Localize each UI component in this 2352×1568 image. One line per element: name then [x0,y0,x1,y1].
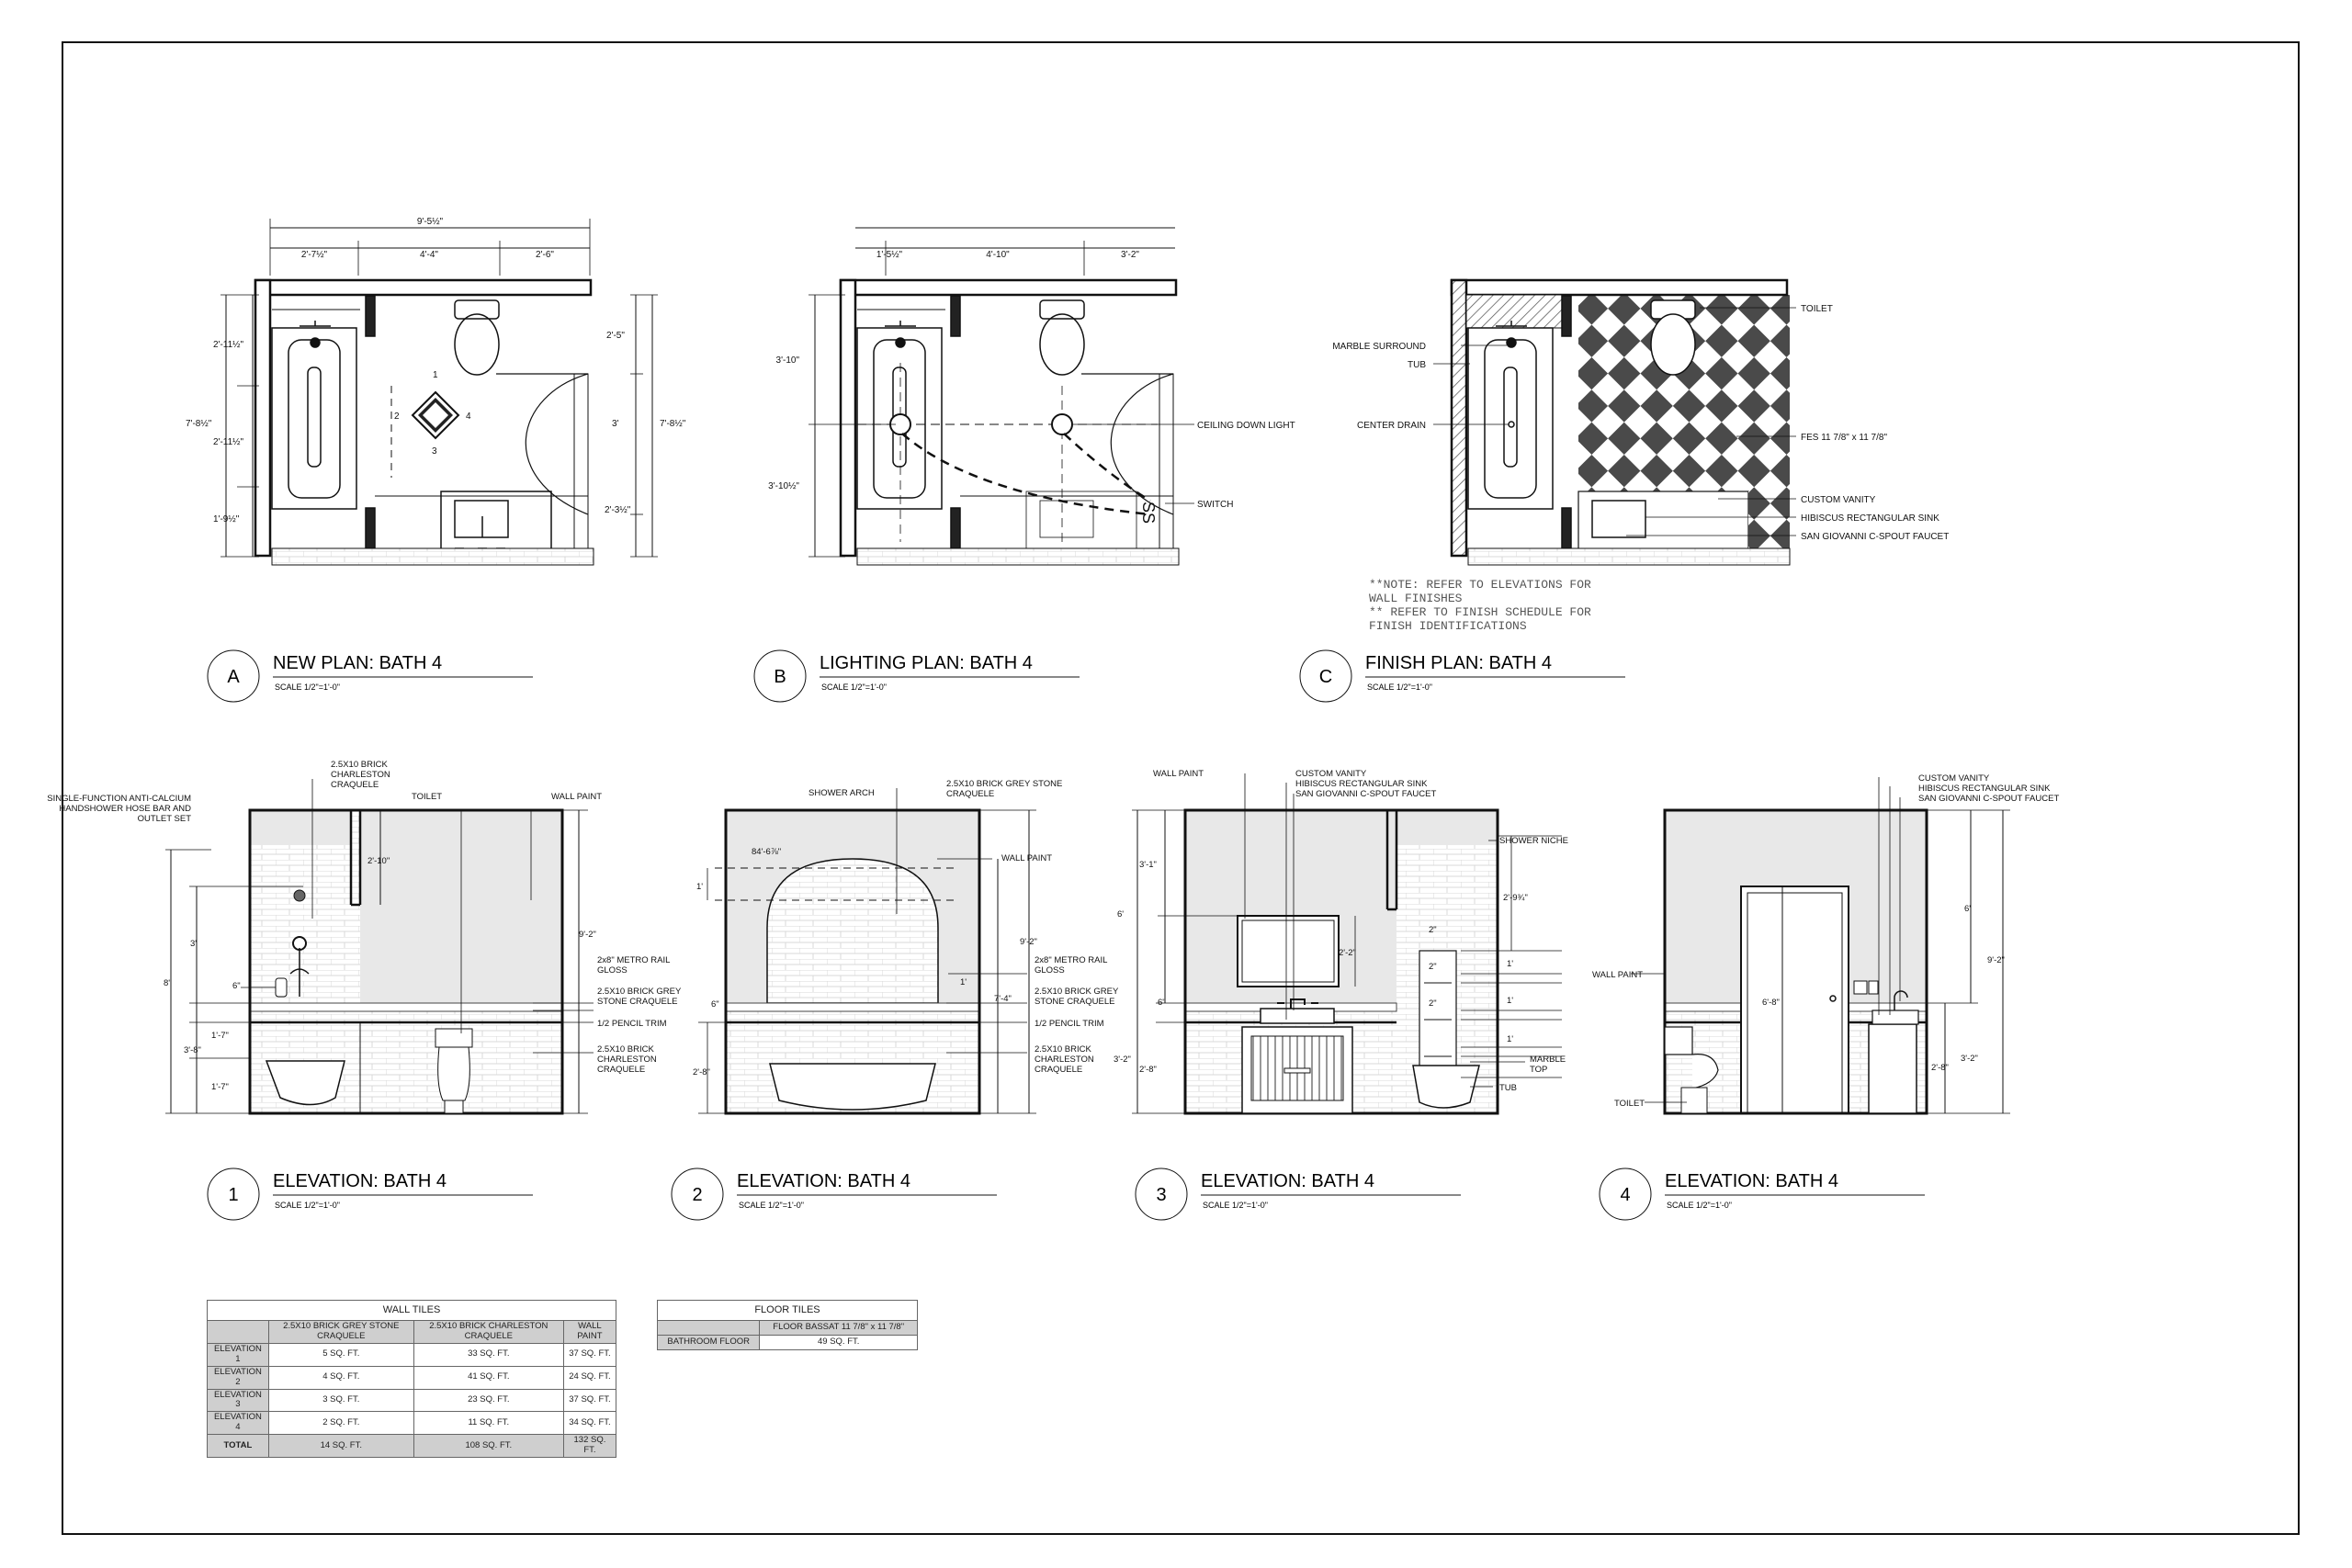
e1-dim-6: 1'-7" [211,1031,229,1041]
cell: 37 SQ. FT. [563,1389,616,1412]
dim-a-h-top: 2'-11½" [213,340,244,350]
e1-bc-3: CRAQUELE [597,1065,646,1075]
plan-b [808,228,1194,565]
e3-dim-2: 6' [1117,909,1125,919]
dim-b-v-bot: 3'-10½" [768,481,799,491]
e3-label-tub: TUB [1499,1083,1517,1093]
wall-tiles-header-paint: WALL PAINT [563,1321,616,1344]
table-row [658,1336,918,1350]
elevation-2 [698,788,1036,1113]
e2-grey-1: 2.5X10 BRICK GREY [1035,987,1119,997]
elevation-number-2: 2 [692,1185,703,1205]
e1-dim-2: 9'-2" [579,930,596,940]
note-line-3: ** REFER TO FINISH SCHEDULE FOR [1369,605,1591,619]
wall-tiles-header-grey: 2.5X10 BRICK GREY STONE CRAQUELE [268,1321,413,1344]
e1-rail-2: GLOSS [597,965,628,976]
e1-dim-5: 6" [232,981,241,991]
marker-1: 1 [433,370,438,380]
cell: 108 SQ. FT. [413,1435,563,1458]
row-label: ELEVATION 4 [208,1412,269,1435]
e3-label-marble-2: TOP [1530,1065,1548,1075]
e3-label-sink: HIBISCUS RECTANGULAR SINK [1295,779,1428,789]
e4-label-sink: HIBISCUS RECTANGULAR SINK [1918,784,2051,794]
e2-bc-2: CHARLESTON [1035,1055,1094,1065]
cell: 24 SQ. FT. [563,1366,616,1389]
e3-dim-5: 3'-2" [1114,1055,1131,1065]
e3-dim-13: 1' [1507,1034,1514,1044]
e2-grey-2: STONE CRAQUELE [1035,997,1115,1007]
cell: 37 SQ. FT. [563,1343,616,1366]
plan-title-text-b: LIGHTING PLAN: BATH 4 [820,653,1033,673]
e2-label-wall-paint: WALL PAINT [1001,853,1053,863]
cell: 3 SQ. FT. [268,1389,413,1412]
e1-bc-2: CHARLESTON [597,1055,657,1065]
e1-dim-3: 3' [190,939,198,949]
label-center-drain: CENTER DRAIN [1356,421,1426,431]
cell: 2 SQ. FT. [268,1412,413,1435]
marker-3: 3 [432,446,437,457]
dim-a-r-mid: 3' [612,419,619,429]
dim-a-left: 2'-7½" [300,250,328,260]
e2-dim-1: 84'-6⅞" [752,847,782,857]
cell: 41 SQ. FT. [413,1366,563,1389]
plan-a [220,219,658,565]
e2-dim-2: 1' [696,882,704,892]
wall-tiles-title: WALL TILES [208,1301,616,1321]
plan-scale-c: SCALE 1/2"=1'-0" [1367,682,1432,692]
cell: 49 SQ. FT. [760,1336,918,1350]
plan-scale-b: SCALE 1/2"=1'-0" [821,682,887,692]
e4-dim-5: 3'-2" [1961,1054,1978,1064]
plan-scale-a: SCALE 1/2"=1'-0" [275,682,340,692]
e1-label-wall-paint: WALL PAINT [551,792,603,802]
e2-pencil: 1/2 PENCIL TRIM [1035,1019,1104,1029]
cell: 132 SQ. FT. [563,1435,616,1458]
e4-dim-2: 6' [1964,904,1972,914]
e1-brick-c-2: CHARLESTON [331,770,390,780]
floor-tiles-header: FLOOR BASSAT 11 7/8" x 11 7/8" [760,1321,918,1336]
e3-dim-10: 2" [1429,962,1437,972]
e2-bc-3: CRAQUELE [1035,1065,1083,1075]
plan-title-text-c: FINISH PLAN: BATH 4 [1365,653,1553,673]
e4-dim-1: 6'-8" [1762,998,1780,1008]
marker-2: 2 [394,412,400,422]
elevation-scale-1: SCALE 1/2"=1'-0" [275,1201,340,1210]
e3-dim-11: 1' [1507,996,1514,1006]
plan-title-a [208,650,533,702]
cell: 34 SQ. FT. [563,1412,616,1435]
e3-dim-1: 3'-1" [1139,860,1157,870]
dim-a-mid: 4'-4" [420,250,438,260]
dim-a-h-mid: 2'-11½" [213,437,244,447]
e1-rail-1: 2x8" METRO RAIL [597,955,671,965]
floor-tiles-title: FLOOR TILES [658,1301,918,1321]
elevation-number-4: 4 [1620,1185,1631,1205]
e3-label-wall-paint: WALL PAINT [1153,769,1204,779]
wall-tiles-header-charleston: 2.5X10 BRICK CHARLESTON CRAQUELE [413,1321,563,1344]
label-floor-tile: FES 11 7/8" x 11 7/8" [1801,433,1888,443]
floor-tiles-corner [658,1321,760,1336]
e3-label-marble-1: MARBLE [1530,1055,1566,1065]
plan-c [1433,280,1796,565]
cell: 23 SQ. FT. [413,1389,563,1412]
elevation-number-1: 1 [228,1185,239,1205]
table-row [208,1343,616,1366]
cell: 14 SQ. FT. [268,1435,413,1458]
cell: 11 SQ. FT. [413,1412,563,1435]
e1-brick-c-3: CRAQUELE [331,780,379,790]
floor-tiles-table [657,1300,918,1350]
e1-bc-1: 2.5X10 BRICK [597,1044,654,1055]
elevation-number-3: 3 [1156,1185,1167,1205]
elevation-title-text-1: ELEVATION: BATH 4 [273,1171,447,1191]
e2-dim-3: 9'-2" [1020,937,1037,947]
note-line-4: FINISH IDENTIFICATIONS [1369,619,1527,633]
marker-4: 4 [466,412,471,422]
e4-label-vanity: CUSTOM VANITY [1918,773,1990,784]
e2-brick-2: CRAQUELE [946,789,995,799]
e3-dim-12: 2" [1429,998,1437,1009]
cell: 5 SQ. FT. [268,1343,413,1366]
elevation-3 [1132,773,1562,1113]
plan-title-text-a: NEW PLAN: BATH 4 [273,653,443,673]
e2-bc-1: 2.5X10 BRICK [1035,1044,1091,1055]
label-faucet: SAN GIOVANNI C-SPOUT FAUCET [1801,532,1950,542]
plan-letter-a: A [227,667,240,687]
elevation-title-text-3: ELEVATION: BATH 4 [1201,1171,1374,1191]
elevation-title-text-4: ELEVATION: BATH 4 [1665,1171,1838,1191]
row-label: ELEVATION 1 [208,1343,269,1366]
label-toilet: TOILET [1801,304,1833,314]
table-row-total [208,1435,616,1458]
elevation-title-4 [1600,1168,1925,1220]
e3-dim-7: 2'-9¾" [1503,893,1528,903]
switch-symbol: SS [1139,502,1158,525]
dim-b-left: 1'-5½" [876,250,903,260]
e3-label-niche: SHOWER NICHE [1499,836,1568,846]
elevation-title-2 [672,1168,997,1220]
dim-a-overall: 9'-5½" [416,217,444,227]
e4-label-toilet: TOILET [1614,1099,1645,1109]
e3-label-faucet: SAN GIOVANNI C-SPOUT FAUCET [1295,789,1437,799]
e1-dim-7: 3'-8" [184,1045,201,1055]
e2-dim-4: 1' [960,977,967,987]
e2-rail-1: 2x8" METRO RAIL [1035,955,1108,965]
dim-a-h-bot: 1'-9½" [213,514,240,525]
row-label-total: TOTAL [208,1435,269,1458]
row-label: ELEVATION 2 [208,1366,269,1389]
e2-rail-2: GLOSS [1035,965,1065,976]
e2-dim-5: 7'-4" [994,994,1012,1004]
row-label: BATHROOM FLOOR [658,1336,760,1350]
e3-dim-3: 2'-2" [1339,948,1356,958]
wall-tiles-table [207,1300,616,1458]
e1-pencil: 1/2 PENCIL TRIM [597,1019,667,1029]
e1-dim-1: 2'-10" [368,856,390,866]
dim-b-right: 3'-2" [1121,250,1139,260]
elevation-title-1 [208,1168,533,1220]
e2-dim-7: 2'-8" [693,1067,710,1077]
elevation-scale-4: SCALE 1/2"=1'-0" [1667,1201,1732,1210]
e2-label-arch: SHOWER ARCH [808,788,875,798]
note-line-2: WALL FINISHES [1369,592,1463,605]
dim-a-r-bot: 2'-3½" [605,505,631,515]
e3-dim-6: 2'-8" [1139,1065,1157,1075]
table-row [208,1389,616,1412]
plan-title-b [754,650,1080,702]
e4-dim-4: 2'-8" [1931,1063,1949,1073]
e1-dim-4: 8' [164,978,171,988]
note-line-1: **NOTE: REFER TO ELEVATIONS FOR [1369,578,1591,592]
wall-tiles-corner [208,1321,269,1344]
e1-brick-c-1: 2.5X10 BRICK [331,760,388,770]
dim-a-right: 2'-6" [536,250,554,260]
e1-grey-2: STONE CRAQUELE [597,997,678,1007]
e1-handshower-1: SINGLE-FUNCTION ANTI-CALCIUM [47,794,191,804]
e1-grey-1: 2.5X10 BRICK GREY [597,987,682,997]
table-row [208,1412,616,1435]
e1-handshower-2: HANDSHOWER HOSE BAR AND [59,804,191,814]
e3-label-vanity: CUSTOM VANITY [1295,769,1367,779]
elevation-title-3 [1136,1168,1461,1220]
label-ceiling-light: CEILING DOWN LIGHT [1197,421,1295,431]
e1-handshower-3: OUTLET SET [137,814,191,824]
e3-dim-9: 1' [1507,959,1514,969]
dim-a-r-top: 2'-5" [606,331,625,341]
label-sink: HIBISCUS RECTANGULAR SINK [1801,513,1939,524]
dim-b-v-top: 3'-10" [775,355,799,366]
dim-b-mid: 4'-10" [986,250,1010,260]
label-marble-surround: MARBLE SURROUND [1332,342,1426,352]
e2-brick-1: 2.5X10 BRICK GREY STONE [946,779,1063,789]
e4-label-faucet: SAN GIOVANNI C-SPOUT FAUCET [1918,794,2060,804]
dim-a-h-total-left: 7'-8½" [186,419,212,429]
e1-label-toilet: TOILET [412,792,443,802]
e1-dim-8: 1'-7" [211,1082,229,1092]
e3-dim-4: 6" [1158,998,1166,1008]
row-label: ELEVATION 3 [208,1389,269,1412]
cell: 33 SQ. FT. [413,1343,563,1366]
elevation-scale-2: SCALE 1/2"=1'-0" [739,1201,804,1210]
label-tub: TUB [1408,360,1426,370]
plan-title-c [1300,650,1625,702]
plan-letter-b: B [774,667,786,687]
elevation-4 [1631,777,2010,1113]
elevation-title-text-2: ELEVATION: BATH 4 [737,1171,910,1191]
label-vanity: CUSTOM VANITY [1801,495,1876,505]
e4-dim-3: 9'-2" [1987,955,2005,965]
label-switch: SWITCH [1197,500,1234,510]
e3-dim-8: 2" [1429,925,1437,935]
elevation-1 [165,779,594,1113]
e4-label-wall-paint: WALL PAINT [1592,970,1644,980]
plan-letter-c: C [1318,667,1333,687]
dim-a-h-total-right: 7'-8½" [660,419,686,429]
e2-dim-6: 6" [711,999,719,1010]
table-row [208,1366,616,1389]
cell: 4 SQ. FT. [268,1366,413,1389]
elevation-scale-3: SCALE 1/2"=1'-0" [1203,1201,1268,1210]
